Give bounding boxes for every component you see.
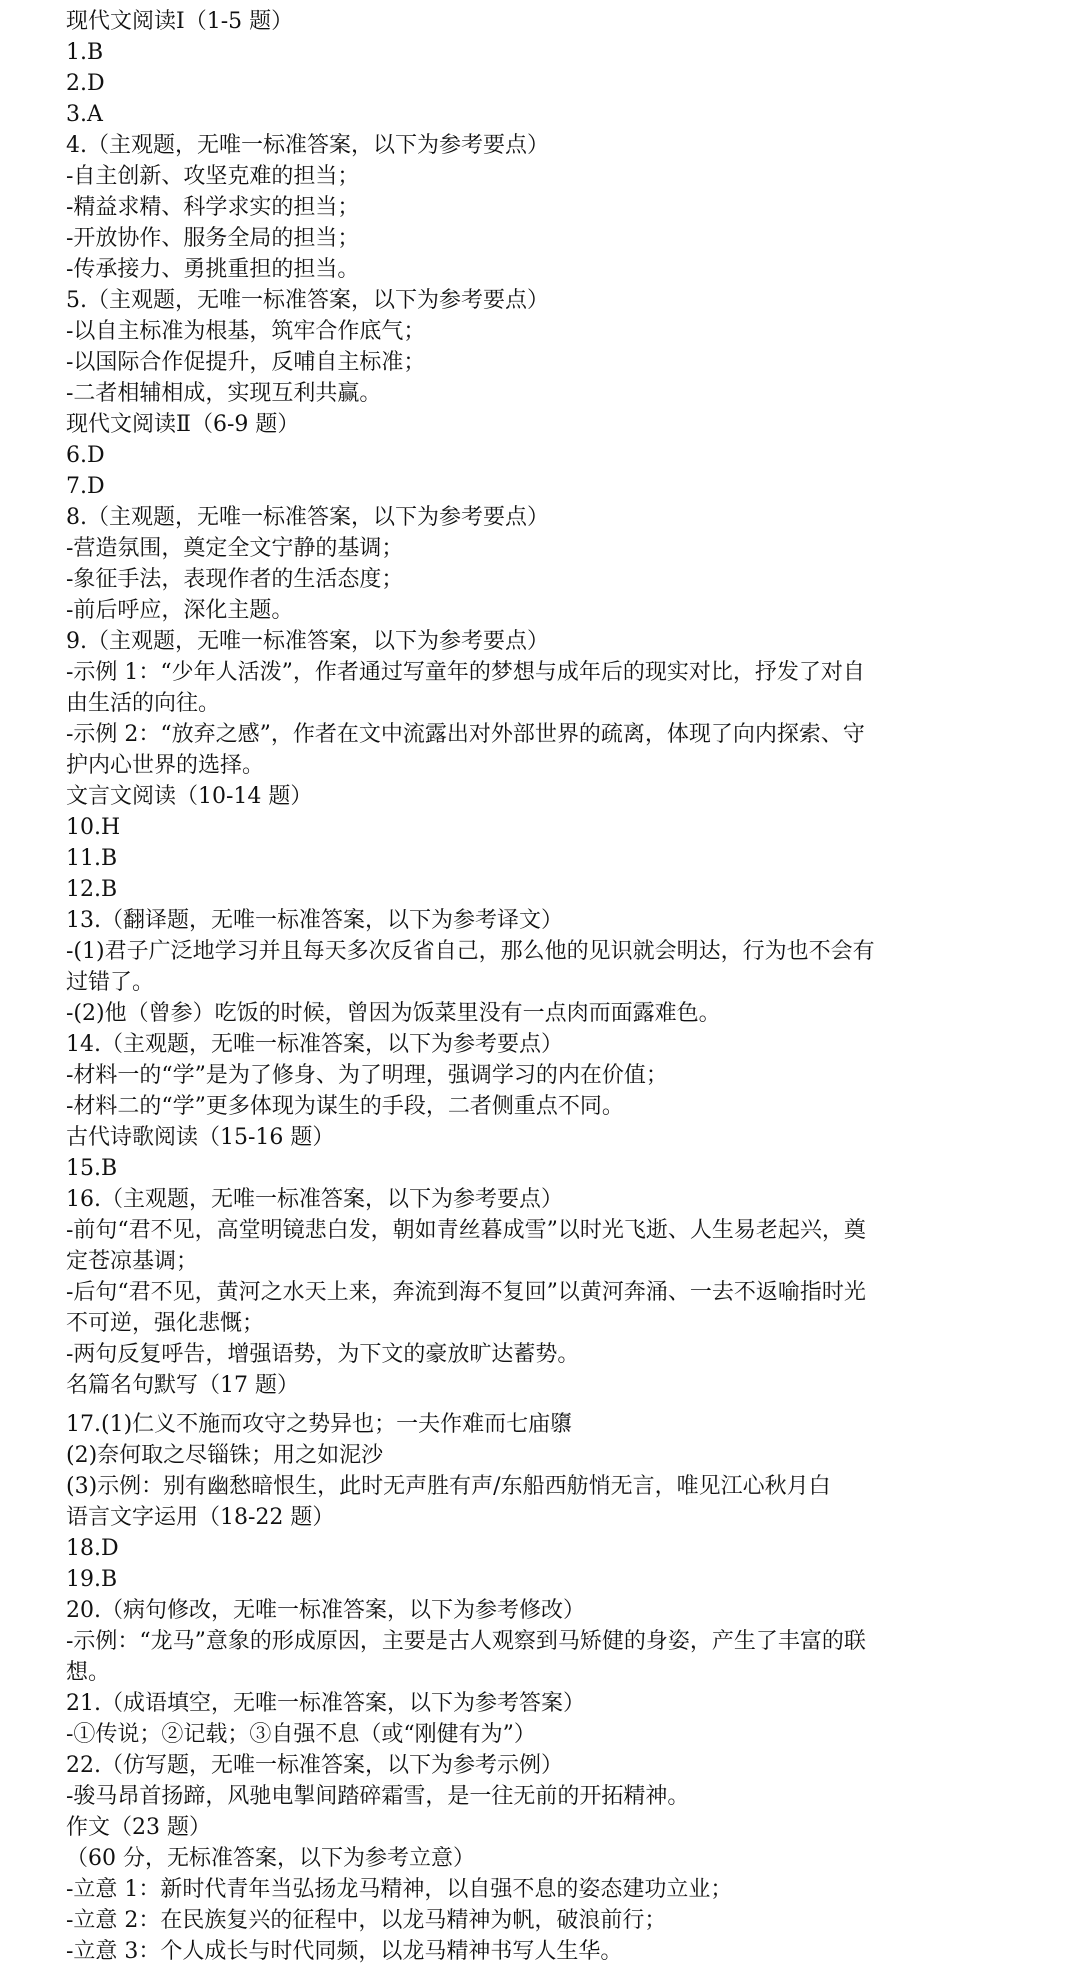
answer-line: -前句“君不见，高堂明镜悲白发，朝如青丝暮成雪”以时光飞逝、人生易老起兴，奠 — [66, 1218, 866, 1243]
answer-line: 22.（仿写题，无唯一标准答案，以下为参考示例） — [66, 1753, 563, 1778]
answer-line: -精益求精、科学求实的担当； — [66, 195, 360, 220]
section-heading-famous-lines: 名篇名句默写（17 题） — [66, 1373, 299, 1398]
answer-line: -以国际合作促提升，反哺自主标准； — [66, 350, 426, 375]
answer-line: -骏马昂首扬蹄，风驰电掣间踏碎霜雪，是一往无前的开拓精神。 — [66, 1784, 690, 1809]
answer-line: 3.A — [66, 102, 103, 127]
answer-line: 19.B — [66, 1567, 118, 1592]
section-heading-poetry-reading: 古代诗歌阅读（15-16 题） — [66, 1125, 335, 1150]
answer-line: 由生活的向往。 — [66, 691, 221, 716]
answer-line: -自主创新、攻坚克难的担当； — [66, 164, 360, 189]
answer-line: 16.（主观题，无唯一标准答案，以下为参考要点） — [66, 1187, 563, 1212]
answer-line: 定苍凉基调； — [66, 1249, 199, 1274]
answer-line: （60 分，无标准答案，以下为参考立意） — [66, 1846, 475, 1871]
answer-line: -前后呼应，深化主题。 — [66, 598, 294, 623]
answer-line: -示例 1：“少年人活泼”，作者通过写童年的梦想与成年后的现实对比，抒发了对自 — [66, 660, 865, 685]
answer-line: -立意 3：个人成长与时代同频，以龙马精神书写人生华。 — [66, 1939, 623, 1964]
section-heading-essay: 作文（23 题） — [66, 1815, 211, 1840]
answer-line: -材料二的“学”更多体现为谋生的手段，二者侧重点不同。 — [66, 1094, 624, 1119]
answer-line: (2)奈何取之尽锱铢；用之如泥沙 — [66, 1443, 384, 1468]
answer-line: 11.B — [66, 846, 118, 871]
answer-line: 护内心世界的选择。 — [66, 753, 265, 778]
section-heading-classical-reading: 文言文阅读（10-14 题） — [66, 784, 313, 809]
answer-line: 7.D — [66, 474, 105, 499]
answer-line: 6.D — [66, 443, 105, 468]
answer-line: 18.D — [66, 1536, 119, 1561]
answer-line: 想。 — [66, 1660, 111, 1685]
answer-line: -示例：“龙马”意象的形成原因，主要是古人观察到马矫健的身姿，产生了丰富的联 — [66, 1629, 866, 1654]
section-heading-modern-reading-1: 现代文阅读Ⅰ（1-5 题） — [66, 9, 294, 34]
answer-line: 10.H — [66, 815, 121, 840]
answer-line: -①传说；②记载；③自强不息（或“刚健有为”） — [66, 1722, 536, 1747]
answer-line: -传承接力、勇挑重担的担当。 — [66, 257, 360, 282]
answer-line: 17.(1)仁义不施而攻守之势异也；一夫作难而七庙隳 — [66, 1412, 573, 1437]
section-heading-language-use: 语言文字运用（18-22 题） — [66, 1505, 335, 1530]
answer-line: 9.（主观题，无唯一标准答案，以下为参考要点） — [66, 629, 549, 654]
answer-line: 8.（主观题，无唯一标准答案，以下为参考要点） — [66, 505, 549, 530]
answer-line: 15.B — [66, 1156, 118, 1181]
answer-line: -开放协作、服务全局的担当； — [66, 226, 360, 251]
answer-line: 5.（主观题，无唯一标准答案，以下为参考要点） — [66, 288, 549, 313]
answer-key-document — [66, 6, 1050, 1967]
answer-line: 21.（成语填空，无唯一标准答案，以下为参考答案） — [66, 1691, 585, 1716]
answer-line: -立意 1：新时代青年当弘扬龙马精神，以自强不息的姿态建功立业； — [66, 1877, 733, 1902]
answer-line: 12.B — [66, 877, 118, 902]
answer-line: -(1)君子广泛地学习并且每天多次反省自己，那么他的见识就会明达，行为也不会有 — [66, 939, 875, 964]
answer-line: -后句“君不见，黄河之水天上来，奔流到海不复回”以黄河奔涌、一去不返喻指时光 — [66, 1280, 866, 1305]
answer-line: -(2)他（曾参）吃饭的时候，曾因为饭菜里没有一点肉而面露难色。 — [66, 1001, 721, 1026]
section-heading-modern-reading-2: 现代文阅读Ⅱ（6-9 题） — [66, 412, 300, 437]
answer-line: 20.（病句修改，无唯一标准答案，以下为参考修改） — [66, 1598, 585, 1623]
answer-line: -立意 2：在民族复兴的征程中，以龙马精神为帆，破浪前行； — [66, 1908, 667, 1933]
answer-line: 4.（主观题，无唯一标准答案，以下为参考要点） — [66, 133, 549, 158]
answer-line: -以自主标准为根基，筑牢合作底气； — [66, 319, 426, 344]
answer-line: -示例 2：“放弃之感”，作者在文中流露出对外部世界的疏离，体现了向内探索、守 — [66, 722, 865, 747]
spacer — [66, 1401, 1050, 1409]
answer-line: -象征手法，表现作者的生活态度； — [66, 567, 404, 592]
answer-line: 不可逆，强化悲慨； — [66, 1311, 265, 1336]
answer-line: -材料一的“学”是为了修身、为了明理，强调学习的内在价值； — [66, 1063, 668, 1088]
answer-line: -二者相辅相成，实现互利共赢。 — [66, 381, 382, 406]
answer-line: 2.D — [66, 71, 105, 96]
answer-line: 过错了。 — [66, 970, 155, 995]
answer-line: (3)示例：别有幽愁暗恨生，此时无声胜有声/东船西舫悄无言，唯见江心秋月白 — [66, 1474, 831, 1499]
answer-line: -两句反复呼告，增强语势，为下文的豪放旷达蓄势。 — [66, 1342, 580, 1367]
answer-line: 1.B — [66, 40, 104, 65]
answer-line: -营造氛围，奠定全文宁静的基调； — [66, 536, 404, 561]
answer-line: 13.（翻译题，无唯一标准答案，以下为参考译文） — [66, 908, 563, 933]
answer-line: 14.（主观题，无唯一标准答案，以下为参考要点） — [66, 1032, 563, 1057]
